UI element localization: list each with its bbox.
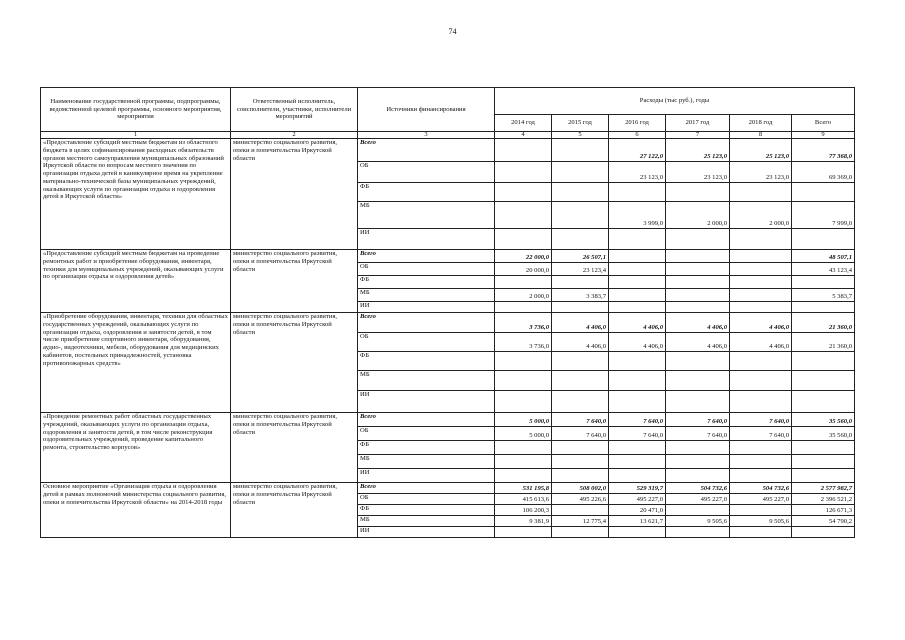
year-value: 27 122,0 bbox=[609, 139, 666, 162]
year-value: 13 621,7 bbox=[609, 516, 666, 527]
budget-table bbox=[40, 87, 855, 538]
year-value bbox=[495, 302, 552, 313]
total-value: 21 360,0 bbox=[792, 333, 855, 352]
total-value: 21 360,0 bbox=[792, 313, 855, 333]
year-value: 495 227,0 bbox=[666, 494, 730, 505]
year-value bbox=[552, 441, 609, 455]
year-value bbox=[495, 371, 552, 391]
year-value: 529 319,7 bbox=[609, 483, 666, 494]
year-value: 7 640,0 bbox=[609, 427, 666, 441]
year-value: 495 226,6 bbox=[552, 494, 609, 505]
table-row bbox=[41, 483, 855, 494]
year-value: 23 123,0 bbox=[609, 162, 666, 183]
year-value bbox=[730, 352, 792, 371]
year-value: 23 123,4 bbox=[552, 263, 609, 276]
year-value: 7 640,0 bbox=[666, 427, 730, 441]
table-body bbox=[41, 88, 855, 538]
year-value: 4 406,0 bbox=[609, 313, 666, 333]
year-value: 9 505,6 bbox=[666, 516, 730, 527]
funding-source: ОБ bbox=[358, 494, 495, 505]
year-value: 7 640,0 bbox=[666, 413, 730, 427]
year-value: 22 000,0 bbox=[495, 250, 552, 263]
year-value: 3 736,0 bbox=[495, 313, 552, 333]
year-value: 23 123,0 bbox=[666, 162, 730, 183]
year-value bbox=[730, 183, 792, 202]
column-number: 8 bbox=[730, 132, 792, 139]
year-value: 9 381,9 bbox=[495, 516, 552, 527]
year-value: 3 736,0 bbox=[495, 333, 552, 352]
year-value bbox=[730, 302, 792, 313]
year-value: 25 123,0 bbox=[730, 139, 792, 162]
year-value bbox=[495, 183, 552, 202]
year-value: 504 732,6 bbox=[730, 483, 792, 494]
total-value bbox=[792, 391, 855, 413]
total-value bbox=[792, 302, 855, 313]
year-value: 531 195,8 bbox=[495, 483, 552, 494]
year-value: 2 000,0 bbox=[666, 202, 730, 229]
header-year: 2015 год bbox=[552, 115, 609, 132]
measure-name: Основное мероприятие «Организация отдыха и оздоровления детей в рамках полномочий министерства социального развития, опеки и попечительства Иркутской области» на 2014-2018 годы bbox=[41, 483, 231, 538]
year-value: 25 123,0 bbox=[666, 139, 730, 162]
year-value bbox=[666, 250, 730, 263]
measure-name: «Проведение ремонтных работ областных государственных учреждений, оказывающих услуги по организации отдыха, оздоровления и занятости детей, в том числе реконструкция оздоровительных учреждений, проведение капитального ремонта, строительство корпусов» bbox=[41, 413, 231, 483]
year-value bbox=[495, 441, 552, 455]
funding-source: ФБ bbox=[358, 352, 495, 371]
year-value bbox=[730, 505, 792, 516]
year-value bbox=[609, 455, 666, 469]
year-value bbox=[552, 527, 609, 538]
year-value: 504 732,6 bbox=[666, 483, 730, 494]
year-value bbox=[730, 276, 792, 289]
year-value: 5 000,0 bbox=[495, 413, 552, 427]
funding-source: МБ bbox=[358, 371, 495, 391]
funding-source: Всего bbox=[358, 313, 495, 333]
year-value bbox=[495, 139, 552, 162]
year-value bbox=[495, 527, 552, 538]
year-value bbox=[730, 289, 792, 302]
header-year: 2018 год bbox=[730, 115, 792, 132]
year-value bbox=[552, 455, 609, 469]
year-value bbox=[609, 469, 666, 483]
executor: министерство социального развития, опеки и попечительства Иркутской области bbox=[231, 413, 358, 483]
header-year: 2016 год bbox=[609, 115, 666, 132]
total-value: 54 790,2 bbox=[792, 516, 855, 527]
total-value: 35 560,0 bbox=[792, 413, 855, 427]
total-value bbox=[792, 455, 855, 469]
year-value: 106 200,3 bbox=[495, 505, 552, 516]
total-value: 2 577 982,7 bbox=[792, 483, 855, 494]
year-value bbox=[552, 505, 609, 516]
funding-source: ИИ bbox=[358, 391, 495, 413]
year-value bbox=[666, 455, 730, 469]
year-value bbox=[730, 527, 792, 538]
year-value bbox=[609, 441, 666, 455]
year-value bbox=[495, 469, 552, 483]
header-executor: Ответственный исполнитель, соисполнители, участники, исполнители мероприятий bbox=[231, 88, 358, 132]
year-value bbox=[495, 352, 552, 371]
total-value bbox=[792, 276, 855, 289]
year-value: 4 406,0 bbox=[730, 333, 792, 352]
year-value bbox=[495, 229, 552, 250]
funding-source: ФБ bbox=[358, 441, 495, 455]
year-value bbox=[609, 183, 666, 202]
header-year: 2014 год bbox=[495, 115, 552, 132]
header-year: 2017 год bbox=[666, 115, 730, 132]
year-value: 2 000,0 bbox=[495, 289, 552, 302]
year-value bbox=[495, 276, 552, 289]
funding-source: МБ bbox=[358, 516, 495, 527]
total-value: 35 560,0 bbox=[792, 427, 855, 441]
header-total: Всего bbox=[792, 115, 855, 132]
year-value: 508 002,0 bbox=[552, 483, 609, 494]
year-value bbox=[495, 202, 552, 229]
column-number: 3 bbox=[358, 132, 495, 139]
year-value: 7 640,0 bbox=[609, 413, 666, 427]
year-value: 415 613,6 bbox=[495, 494, 552, 505]
funding-source: ИИ bbox=[358, 469, 495, 483]
year-value bbox=[609, 527, 666, 538]
year-value bbox=[666, 276, 730, 289]
year-value bbox=[609, 289, 666, 302]
year-value bbox=[666, 183, 730, 202]
total-value bbox=[792, 527, 855, 538]
total-value bbox=[792, 229, 855, 250]
table-row bbox=[41, 139, 855, 162]
executor: министерство социального развития, опеки и попечительства Иркутской области bbox=[231, 139, 358, 250]
year-value bbox=[730, 250, 792, 263]
year-value: 12 775,4 bbox=[552, 516, 609, 527]
year-value: 4 406,0 bbox=[666, 333, 730, 352]
total-value: 126 671,3 bbox=[792, 505, 855, 516]
year-value: 495 227,0 bbox=[609, 494, 666, 505]
year-value: 3 383,7 bbox=[552, 289, 609, 302]
year-value: 7 640,0 bbox=[730, 413, 792, 427]
measure-name: «Предоставление субсидий местным бюджетам на проведение ремонтных работ и приобретение оборудования, инвентаря, техники для муниципальных учреждений, оказывающих услуги по организации отдыха и оздоровления детей» bbox=[41, 250, 231, 313]
year-value bbox=[552, 202, 609, 229]
year-value: 4 406,0 bbox=[666, 313, 730, 333]
year-value bbox=[666, 469, 730, 483]
year-value bbox=[552, 276, 609, 289]
column-number: 6 bbox=[609, 132, 666, 139]
year-value bbox=[730, 455, 792, 469]
year-value bbox=[666, 229, 730, 250]
year-value: 2 000,0 bbox=[730, 202, 792, 229]
funding-source: ОБ bbox=[358, 427, 495, 441]
total-value bbox=[792, 469, 855, 483]
funding-source: ФБ bbox=[358, 183, 495, 202]
funding-source: МБ bbox=[358, 202, 495, 229]
funding-source: ФБ bbox=[358, 505, 495, 516]
year-value bbox=[552, 469, 609, 483]
table-row bbox=[41, 250, 855, 263]
funding-source: Всего bbox=[358, 413, 495, 427]
year-value bbox=[495, 391, 552, 413]
year-value bbox=[609, 302, 666, 313]
year-value bbox=[730, 441, 792, 455]
year-value: 9 505,6 bbox=[730, 516, 792, 527]
header-program-name: Наименование государственной программы, подпрограммы, ведомственной целевой программы, основного мероприятия, мероприятия bbox=[41, 88, 231, 132]
year-value bbox=[730, 469, 792, 483]
year-value bbox=[666, 352, 730, 371]
year-value bbox=[552, 352, 609, 371]
year-value: 4 406,0 bbox=[730, 313, 792, 333]
executor: министерство социального развития, опеки и попечительства Иркутской области bbox=[231, 483, 358, 538]
year-value bbox=[666, 289, 730, 302]
total-value: 69 369,0 bbox=[792, 162, 855, 183]
column-number: 2 bbox=[231, 132, 358, 139]
funding-source: Всего bbox=[358, 250, 495, 263]
year-value: 7 640,0 bbox=[552, 413, 609, 427]
year-value bbox=[666, 263, 730, 276]
total-value bbox=[792, 183, 855, 202]
header-expenses: Расходы (тыс руб.), годы bbox=[495, 88, 855, 115]
total-value: 2 396 521,2 bbox=[792, 494, 855, 505]
year-value bbox=[730, 371, 792, 391]
funding-source: ИИ bbox=[358, 527, 495, 538]
year-value bbox=[666, 371, 730, 391]
year-value: 4 406,0 bbox=[552, 333, 609, 352]
year-value: 20 000,0 bbox=[495, 263, 552, 276]
year-value: 4 406,0 bbox=[552, 313, 609, 333]
page-number: 74 bbox=[448, 27, 457, 36]
year-value bbox=[666, 441, 730, 455]
year-value bbox=[495, 162, 552, 183]
year-value bbox=[730, 263, 792, 276]
year-value bbox=[552, 391, 609, 413]
funding-source: Всего bbox=[358, 139, 495, 162]
total-value bbox=[792, 371, 855, 391]
total-value bbox=[792, 441, 855, 455]
header-sources: Источники финансирования bbox=[358, 88, 495, 132]
year-value bbox=[609, 229, 666, 250]
total-value bbox=[792, 352, 855, 371]
funding-source: МБ bbox=[358, 289, 495, 302]
year-value: 4 406,0 bbox=[609, 333, 666, 352]
year-value bbox=[609, 391, 666, 413]
funding-source: ИИ bbox=[358, 302, 495, 313]
year-value bbox=[730, 229, 792, 250]
funding-source: ФБ bbox=[358, 276, 495, 289]
funding-source: ОБ bbox=[358, 333, 495, 352]
year-value bbox=[609, 276, 666, 289]
year-value bbox=[609, 371, 666, 391]
year-value: 7 640,0 bbox=[730, 427, 792, 441]
measure-name: «Приобретение оборудования, инвентаря, техники для областных государственных учреждений, оказывающих услуги по организации отдыха, оздоровления и занятости детей, в том числе приобретение спортивного инвентаря, оборудования, аудио-, видеотехники, мебели, оборудования для медицинских кабинетов, постельных принадлежностей, установка противопожарных средств» bbox=[41, 313, 231, 413]
year-value bbox=[552, 229, 609, 250]
funding-source: ИИ bbox=[358, 229, 495, 250]
year-value: 20 471,0 bbox=[609, 505, 666, 516]
year-value: 495 227,0 bbox=[730, 494, 792, 505]
table-row bbox=[41, 313, 855, 333]
column-number: 4 bbox=[495, 132, 552, 139]
measure-name: «Предоставление субсидий местным бюджетам из областного бюджета в целях софинансирования расходных обязательств органов местного самоуправления муниципальных образований Иркутской области по вопросам местного значения по организации отдыха детей в каникулярное время на укрепление материально-технической базы муниципальных учреждений, оказывающих услуги по организации отдыха и оздоровления детей в Иркутской области» bbox=[41, 139, 231, 250]
year-value bbox=[552, 371, 609, 391]
year-value bbox=[666, 391, 730, 413]
year-value bbox=[495, 455, 552, 469]
year-value bbox=[609, 263, 666, 276]
year-value bbox=[666, 505, 730, 516]
column-number: 7 bbox=[666, 132, 730, 139]
year-value bbox=[552, 302, 609, 313]
year-value bbox=[666, 302, 730, 313]
total-value: 77 368,0 bbox=[792, 139, 855, 162]
table-row bbox=[41, 413, 855, 427]
year-value: 3 999,0 bbox=[609, 202, 666, 229]
year-value bbox=[609, 250, 666, 263]
executor: министерство социального развития, опеки и попечительства Иркутской области bbox=[231, 313, 358, 413]
funding-source: МБ bbox=[358, 455, 495, 469]
year-value: 26 507,1 bbox=[552, 250, 609, 263]
year-value: 7 640,0 bbox=[552, 427, 609, 441]
year-value: 23 123,0 bbox=[730, 162, 792, 183]
funding-source: ОБ bbox=[358, 263, 495, 276]
year-value bbox=[552, 183, 609, 202]
year-value: 5 000,0 bbox=[495, 427, 552, 441]
total-value: 43 123,4 bbox=[792, 263, 855, 276]
year-value bbox=[666, 527, 730, 538]
column-number: 1 bbox=[41, 132, 231, 139]
year-value bbox=[552, 139, 609, 162]
column-number: 5 bbox=[552, 132, 609, 139]
column-number: 9 bbox=[792, 132, 855, 139]
year-value bbox=[730, 391, 792, 413]
funding-source: Всего bbox=[358, 483, 495, 494]
year-value bbox=[552, 162, 609, 183]
executor: министерство социального развития, опеки и попечительства Иркутской области bbox=[231, 250, 358, 313]
total-value: 7 999,0 bbox=[792, 202, 855, 229]
year-value bbox=[609, 352, 666, 371]
total-value: 5 383,7 bbox=[792, 289, 855, 302]
total-value: 48 507,1 bbox=[792, 250, 855, 263]
funding-source: ОБ bbox=[358, 162, 495, 183]
